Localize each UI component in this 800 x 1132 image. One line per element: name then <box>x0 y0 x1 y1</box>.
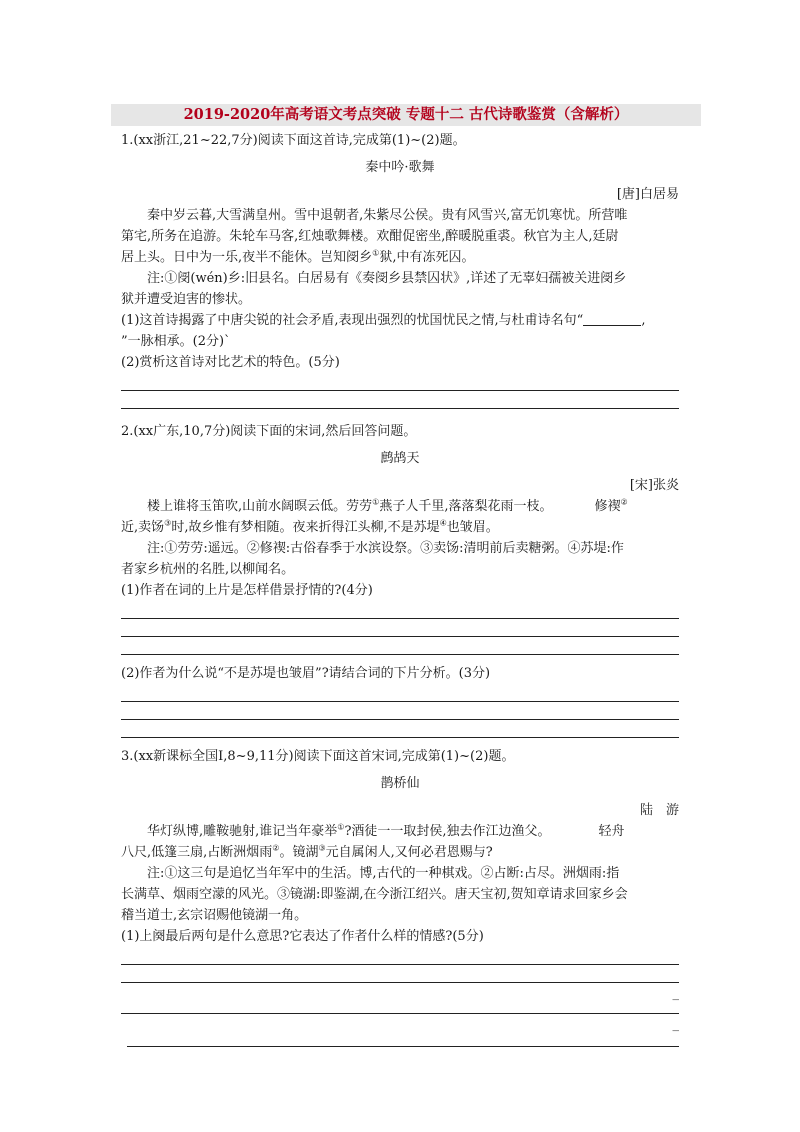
dash-row <box>121 983 679 1001</box>
answer-blank[interactable] <box>583 312 641 326</box>
q1-poem-line <box>121 247 679 268</box>
q3-poem-text: 。镜湖 <box>279 845 319 860</box>
q3-note: 长满草、烟雨空濛的风光。③镜湖:即鉴湖,在今浙江绍兴。唐天宝初,贺知章请求回家乡会 <box>121 887 628 902</box>
answer-line[interactable] <box>121 720 679 738</box>
q2-note: 者家乡杭州的名胜,以柳闻名。 <box>121 562 295 577</box>
q3-header: 3.(xx新课标全国Ⅰ,8~9,11分)阅读下面这首宋词,完成第(1)~(2)题。 <box>121 749 515 764</box>
q1-sub1-comma: , <box>641 313 646 328</box>
q2-poem-line <box>121 517 679 538</box>
dash-mark: _ <box>672 986 679 1001</box>
q2-sub1: (1)作者在词的上片是怎样借景抒情的?(4分) <box>121 583 373 598</box>
q1-author: [唐]白居易 <box>616 187 679 202</box>
answer-line[interactable] <box>121 947 679 965</box>
q3-poem-line <box>121 821 679 842</box>
footnote-marker: ③ <box>164 518 172 528</box>
q3-poem-text: 元自属闲人,又何必君恩赐与? <box>325 845 493 860</box>
q1-poem-text: 狱,中有冻死囚。 <box>379 250 475 265</box>
q2-poem-text: 也皱眉。 <box>446 520 499 535</box>
dash-row <box>121 1014 679 1032</box>
q2-poem-text: 楼上谁将玉笛吹,山前水阔暝云低。劳劳 <box>147 499 373 514</box>
q3-poem-text: 华灯纵博,雕鞍驰射,谁记当年豪举 <box>147 824 338 839</box>
q1-sub2: (2)赏析这首诗对比艺术的特色。(5分) <box>121 355 340 370</box>
footnote-marker: ② <box>272 843 280 853</box>
q3-poem-text: 八尺,低篷三扇,占断洲烟雨 <box>121 845 273 860</box>
q2-poem-text: 修禊 <box>594 499 621 514</box>
answer-line[interactable] <box>121 391 679 409</box>
q2-poem-title: 鹧鸪天 <box>380 451 420 466</box>
answer-line[interactable] <box>121 1001 679 1014</box>
answer-line[interactable] <box>121 601 679 619</box>
q2-poem-text: 燕子人千里,落落梨花雨一枝。 <box>379 499 553 514</box>
answer-line[interactable] <box>121 684 679 702</box>
dash-mark: _ <box>672 1017 679 1032</box>
q2-author: [宋]张炎 <box>629 478 679 493</box>
footnote-marker: ① <box>337 822 345 832</box>
q1-header: 1.(xx浙江,21~22,7分)阅读下面这首诗,完成第(1)~(2)题。 <box>121 133 466 148</box>
footnote-marker: ④ <box>439 518 447 528</box>
q2-poem-text: 近,卖饧 <box>121 520 165 535</box>
answer-line[interactable] <box>121 702 679 720</box>
q3-sub1: (1)上阕最后两句是什么意思?它表达了作者什么样的情感?(5分) <box>121 929 484 944</box>
q2-sub2: (2)作者为什么说“不是苏堤也皱眉”?请结合词的下片分析。(3分) <box>121 666 491 681</box>
footnote-marker: ③ <box>318 843 326 853</box>
q3-note: 稽当道士,玄宗诏赐他镜湖一角。 <box>121 908 308 923</box>
q1-note: 注:①阌(wén)乡:旧县名。白居易有《奏阌乡县禁囚状》,详述了无辜妇孺被关进阌乡 <box>147 271 627 286</box>
q1-sub1 <box>121 310 679 331</box>
answer-line[interactable] <box>121 965 679 983</box>
answer-line[interactable] <box>121 373 679 391</box>
q1-poem-text: 居上头。日中为一乐,夜半不能休。岂知阌乡 <box>121 250 373 265</box>
answer-line[interactable] <box>127 1032 679 1047</box>
q2-poem-text: 时,故乡惟有梦相随。夜来折得江头柳,不是苏堤 <box>171 520 440 535</box>
q3-poem-text: 轻舟 <box>598 824 625 839</box>
q3-note: 注:①这三句是追忆当年军中的生活。博,古代的一种棋戏。②占断:占尽。洲烟雨:指 <box>147 866 620 881</box>
footnote-marker: ① <box>372 497 380 507</box>
q1-sub1-cont: ”一脉相承。(2分)` <box>121 334 231 349</box>
document-page <box>121 104 679 1047</box>
q1-sub1-text: (1)这首诗揭露了中唐尖锐的社会矛盾,表现出强烈的忧国忧民之情,与杜甫诗名句“ <box>121 313 584 328</box>
answer-line[interactable] <box>121 619 679 637</box>
q1-poem-line: 秦中岁云暮,大雪满皇州。雪中退朝者,朱紫尽公侯。贵有风雪兴,富无饥寒忧。所营唯 <box>147 208 628 223</box>
q3-poem-text: ?酒徒一一取封侯,独去作江边渔父。 <box>344 824 551 839</box>
q2-note: 注:①劳劳:遥远。②修禊:古俗春季于水滨设祭。③卖饧:清明前后卖糖粥。④苏堤:作 <box>147 541 624 556</box>
q3-author: 陆 游 <box>639 803 679 818</box>
q1-note: 狱并遭受迫害的惨状。 <box>121 292 252 307</box>
q1-poem-title: 秦中吟·歌舞 <box>365 160 435 175</box>
q2-poem-line <box>121 496 679 517</box>
footnote-marker: ① <box>372 248 380 258</box>
q3-poem-line <box>121 842 679 863</box>
q2-header: 2.(xx广东,10,7分)阅读下面的宋词,然后回答问题。 <box>121 424 417 439</box>
footnote-marker: ② <box>620 497 628 507</box>
q3-poem-title: 鹊桥仙 <box>380 776 420 791</box>
answer-line[interactable] <box>121 637 679 655</box>
q1-poem-line: 第宅,所务在追游。朱轮车马客,红烛歌舞楼。欢酣促密坐,醉暖脱重裘。秋官为主人,廷尉 <box>121 229 619 244</box>
document-title: 2019-2020年高考语文考点突破 专题十二 古代诗歌鉴赏（含解析） <box>111 104 701 126</box>
